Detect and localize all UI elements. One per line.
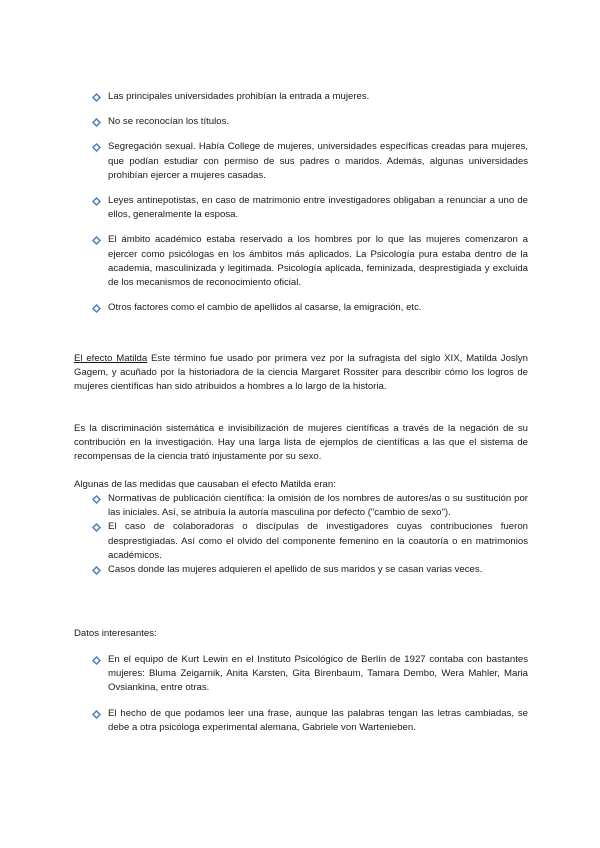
diamond-bullet-icon [92,197,101,206]
list-item: El caso de colaboradoras o discípulas de investigadores cuyas contribuciones fueron desprestigiadas. Así como el olvido del componente femenino en la coautoría o en matrimonios académicos. [92,520,528,563]
diamond-bullet-icon [92,93,101,102]
diamond-bullet-icon [92,304,101,313]
data-list [92,653,528,735]
measures-list [92,492,528,577]
list-item: Casos donde las mujeres adquieren el apellido de sus maridos y se casan varias veces. [92,563,528,577]
diamond-bullet-icon [92,236,101,245]
matilda-text: Este término fue usado por primera vez por la sufragista del siglo XIX, Matilda Joslyn Gagem, y acuñado por la historiadora de la ciencia Margaret Rossiter para describir cómo los logros de mujeres científicas han sido atribuidos a hombres a lo largo de la historia. [74,353,528,393]
list-item: Segregación sexual. Había College de mujeres, universidades específicas creadas para mujeres, que podían estudiar con permiso de sus padres o maridos. Además, algunas universidades prohibían ejercer a mujeres casadas. [92,140,528,183]
list-item: En el equipo de Kurt Lewin en el Instituto Psicológico de Berlín de 1927 contaba con bastantes mujeres: Bluma Zeigarnik, Anita Karsten, Gita Birenbaum, Tamara Dembo, Wera Mahler, Maria Ovsiankina, entre otras. [92,653,528,696]
diamond-bullet-icon [92,710,101,719]
matilda-term: El efecto Matilda [74,353,148,364]
bullet-list-top [92,90,528,315]
measures-intro: Algunas de las medidas que causaban el efecto Matilda eran: [74,479,336,490]
list-item: El ámbito académico estaba reservado a los hombres por lo que las mujeres comenzaron a ejercer como psicólogas en los ámbitos más aplicados. La Psicología pura estaba dentro de la academia, masculinizada y legitimada. Psicología aplicada, feminizada, desprestigiada y excluida de los mecanismos de reconocimiento oficial. [92,233,528,290]
matilda-paragraph [74,352,528,395]
diamond-bullet-icon [92,143,101,152]
discrimination-paragraph: Es la discriminación sistemática e invisibilización de mujeres científicas a través de la negación de su contribución en la investigación. Hay una larga lista de ejemplos de científicas a las que el sistema de recompensas de la ciencia trató injustamente por su sexo. [74,423,528,463]
list-item: Otros factores como el cambio de apellidos al casarse, la emigración, etc. [92,301,528,315]
diamond-bullet-icon [92,656,101,665]
diamond-bullet-icon [92,118,101,127]
list-item: No se reconocían los títulos. [92,115,528,129]
data-heading: Datos interesantes: [74,628,157,639]
diamond-bullet-icon [92,495,101,504]
diamond-bullet-icon [92,566,101,575]
list-item: El hecho de que podamos leer una frase, aunque las palabras tengan las letras cambiadas, se debe a otra psicóloga experimental alemana, Gabriele von Wartenieben. [92,707,528,735]
diamond-bullet-icon [92,523,101,532]
list-item: Las principales universidades prohibían la entrada a mujeres. [92,90,528,104]
list-item: Normativas de publicación científica: la omisión de los nombres de autores/as o su sustitución por las iniciales. Así, se atribuía la autoría masculina por defecto ("cambio de sexo"). [92,492,528,520]
list-item: Leyes antinepotistas, en caso de matrimonio entre investigadores obligaban a renunciar a uno de ellos, generalmente la esposa. [92,194,528,222]
